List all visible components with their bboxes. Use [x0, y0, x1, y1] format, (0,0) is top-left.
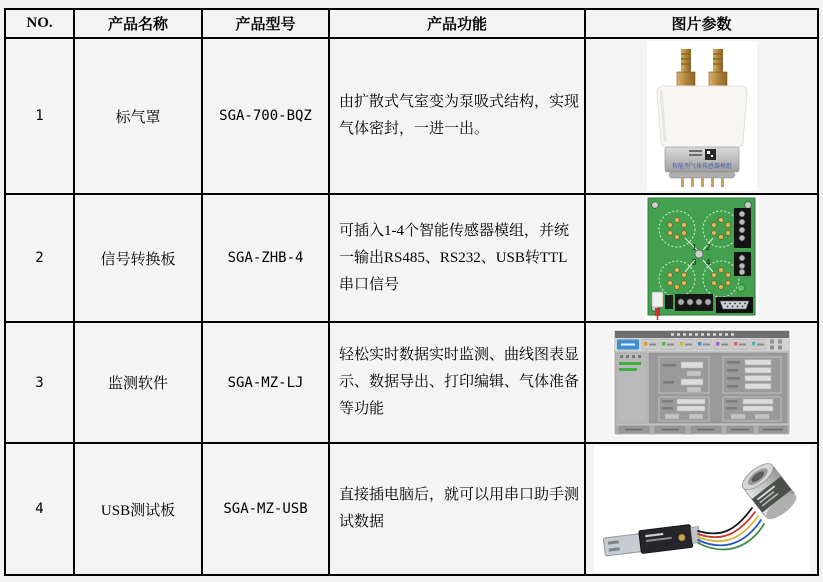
svg-text:3: 3: [691, 258, 696, 267]
table-row-2: [5, 194, 818, 322]
cell-no: 4: [5, 443, 74, 575]
gas-calibration-cap-photo: [647, 41, 757, 191]
cell-product-function: 由扩散式气室变为泵吸式结构，实现气体密封，一进一出。: [329, 38, 585, 194]
usb-test-board-photo: [594, 446, 810, 572]
monitoring-software-screenshot: [613, 329, 791, 436]
cell-product-name: 信号转换板: [74, 194, 202, 322]
cell-product-image: [585, 322, 818, 443]
signal-converter-pcb-photo: [645, 196, 759, 320]
cell-no: 1: [5, 38, 74, 194]
product-table: [4, 8, 819, 576]
col-header-product-model: 产品型号: [202, 9, 329, 38]
cell-product-image: [585, 194, 818, 322]
header-row: [5, 9, 818, 38]
cell-product-name: 监测软件: [74, 322, 202, 443]
cell-no: 3: [5, 322, 74, 443]
cell-product-model: SGA-MZ-LJ: [202, 322, 329, 443]
col-header-image-params: 图片参数: [585, 9, 818, 38]
cell-product-model: SGA-ZHB-4: [202, 194, 329, 322]
cell-product-model: SGA-700-BQZ: [202, 38, 329, 194]
svg-text:1: 1: [691, 243, 696, 252]
cell-product-name: 标气罩: [74, 38, 202, 194]
svg-text:2: 2: [705, 243, 710, 252]
table-row-3: [5, 322, 818, 443]
col-header-product-function: 产品功能: [329, 9, 585, 38]
svg-text:智能型气体传感器模组: 智能型气体传感器模组: [671, 164, 732, 170]
cell-no: 2: [5, 194, 74, 322]
table-row-1: [5, 38, 818, 194]
cell-product-function: 直接插电脑后，就可以用串口助手测试数据: [329, 443, 585, 575]
cell-product-function: 可插入1-4个智能传感器模组，并统一输出RS485、RS232、USB转TTL串口信号: [329, 194, 585, 322]
col-header-no: NO.: [5, 9, 74, 38]
table-row-4: [5, 443, 818, 575]
col-header-product-name: 产品名称: [74, 9, 202, 38]
svg-text:4: 4: [705, 258, 710, 267]
cell-product-image: [585, 443, 818, 575]
cell-product-function: 轻松实时数据实时监测、曲线图表显示、数据导出、打印编辑、气体准备等功能: [329, 322, 585, 443]
cell-product-name: USB测试板: [74, 443, 202, 575]
cell-product-model: SGA-MZ-USB: [202, 443, 329, 575]
cell-product-image: [585, 38, 818, 194]
